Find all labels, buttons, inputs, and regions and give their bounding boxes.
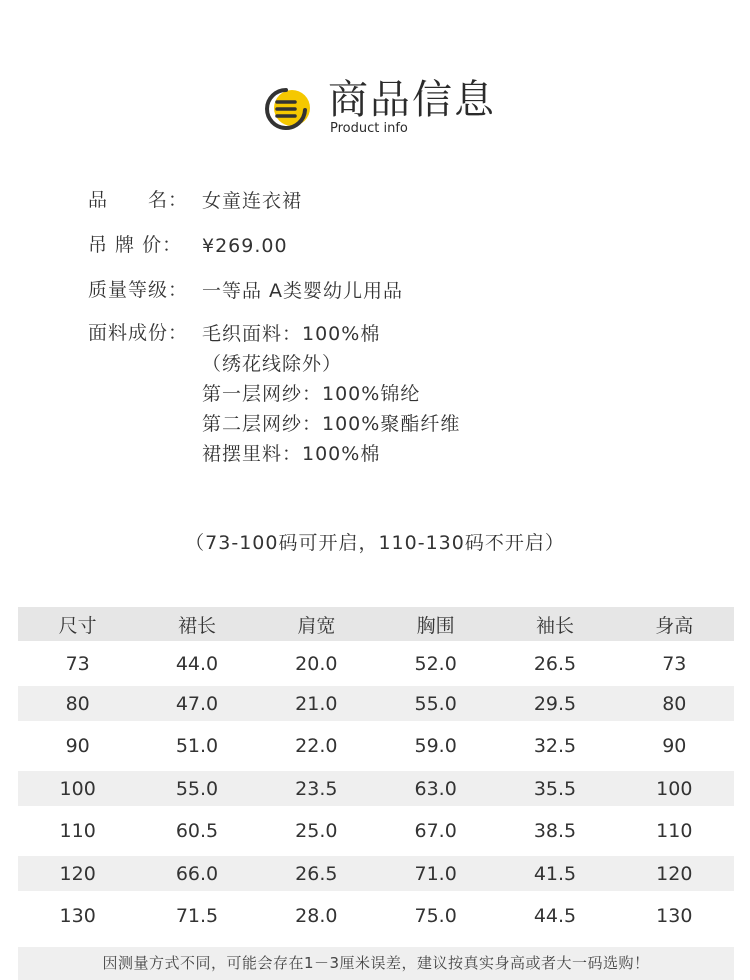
table-cell: 26.5: [533, 652, 577, 675]
table-header-cell: 尺寸: [58, 614, 97, 637]
table-cell: 20.0: [295, 652, 338, 675]
table-row: [18, 891, 734, 941]
fabric-line: 第二层网纱：100%聚酯纤维: [202, 413, 461, 435]
table-cell: 120: [59, 862, 96, 885]
table-cell: 100: [59, 777, 96, 800]
table-cell: 67.0: [414, 820, 457, 842]
table-cell: 60.5: [175, 820, 219, 842]
table-cell: 51.0: [175, 735, 219, 757]
info-row-price: [88, 231, 288, 261]
table-cell: 44.5: [533, 905, 577, 927]
table-row: [18, 771, 734, 806]
table-cell: 52.0: [414, 652, 457, 675]
size-note: （73-100码可开启，110-130码不开启）: [185, 532, 565, 554]
table-cell: 29.5: [533, 692, 577, 715]
table-header-row: [18, 607, 734, 641]
table-cell: 100: [656, 777, 693, 800]
table-cell: 23.5: [295, 777, 338, 800]
table-cell: 73: [65, 652, 90, 675]
table-cell: 73: [662, 652, 687, 675]
table-cell: 130: [59, 905, 96, 927]
info-row-fabric: [88, 319, 460, 469]
table-cell: 90: [65, 735, 90, 757]
table-cell: 80: [662, 692, 687, 715]
table-row: [18, 806, 734, 856]
table-cell: 41.5: [533, 862, 577, 885]
size-table: [18, 607, 734, 941]
table-cell: 55.0: [414, 692, 457, 715]
table-cell: 130: [656, 905, 693, 927]
table-cell: 47.0: [175, 692, 219, 715]
info-label-price: 吊 牌 价：: [88, 234, 183, 256]
fabric-line: 第一层网纱：100%锦纶: [202, 383, 421, 405]
fabric-line: 毛织面料：100%棉: [202, 323, 381, 345]
table-header-cell: 肩宽: [297, 614, 336, 637]
table-cell: 26.5: [295, 862, 338, 885]
table-header-cell: 裙长: [177, 614, 216, 637]
table-cell: 80: [65, 692, 90, 715]
table-cell: 63.0: [414, 777, 457, 800]
page-subtitle: Product info: [330, 121, 408, 136]
table-cell: 25.0: [295, 820, 338, 842]
info-row-name: [88, 186, 302, 216]
table-row: [18, 686, 734, 721]
info-row-grade: [88, 276, 403, 306]
table-cell: 90: [662, 735, 687, 757]
product-info-header: [264, 76, 504, 138]
table-cell: 66.0: [175, 862, 219, 885]
info-label-grade: 质量等级：: [88, 279, 189, 301]
table-cell: 44.0: [175, 652, 219, 675]
table-header-cell: 身高: [655, 614, 694, 637]
table-cell: 32.5: [533, 735, 577, 757]
info-label-name: 品 名：: [88, 189, 189, 211]
menu-document-icon: [264, 86, 314, 132]
info-value-fabric: [202, 319, 460, 469]
table-cell: 22.0: [295, 735, 338, 757]
page-title: 商品信息: [328, 77, 496, 123]
fabric-line: 裙摆里料：100%棉: [202, 443, 381, 465]
table-header-cell: 袖长: [535, 614, 574, 637]
table-cell: 21.0: [295, 692, 338, 715]
table-cell: 71.0: [414, 862, 457, 885]
table-cell: 71.5: [175, 905, 219, 927]
table-row: [18, 721, 734, 771]
table-cell: 110: [59, 820, 96, 842]
fabric-line: （绣花线除外）: [202, 353, 343, 375]
table-cell: 120: [656, 862, 693, 885]
table-cell: 55.0: [175, 777, 219, 800]
table-cell: 59.0: [414, 735, 457, 757]
table-row: [18, 856, 734, 891]
table-cell: 28.0: [295, 905, 338, 927]
table-row: [18, 641, 734, 686]
info-value-price: ¥269.00: [202, 235, 288, 257]
info-value-name: 女童连衣裙: [202, 190, 303, 212]
info-value-grade: 一等品 A类婴幼儿用品: [202, 280, 404, 302]
measurement-disclaimer: 因测量方式不同，可能会存在1－3厘米误差，建议按真实身高或者大一码选购！: [18, 947, 734, 980]
table-cell: 35.5: [533, 777, 577, 800]
table-cell: 110: [656, 820, 693, 842]
table-header-cell: 胸围: [416, 614, 455, 637]
table-cell: 75.0: [414, 905, 457, 927]
info-label-fabric: 面料成份：: [88, 322, 189, 344]
table-cell: 38.5: [533, 820, 577, 842]
table-body: [18, 641, 734, 941]
